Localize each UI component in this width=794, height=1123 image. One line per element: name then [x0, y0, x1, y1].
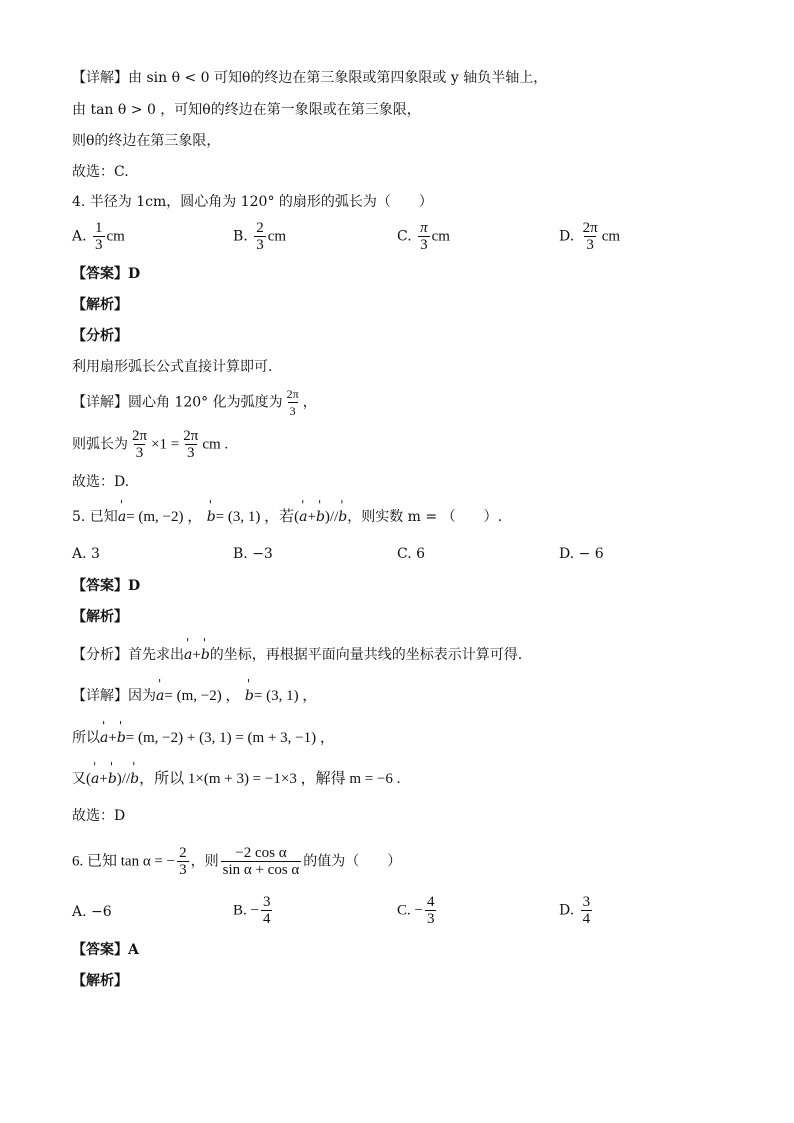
q4-option-c: C. $\frac{\pi}{3}$ cm	[397, 220, 450, 253]
q6-stem: 6. 已知 tan α = − $\frac{2}{3}$ ，则 $\frac{\text{−2 cos α}}{\text{sin α + cos α}}$ 的值为（ ）	[72, 845, 402, 878]
q6-option-d: D. $\frac{3}{4}$	[559, 894, 591, 927]
q3-detail-line2: 由 tan θ > 0 ，可知θ的终边在第一象限或在第三象限，	[72, 102, 421, 118]
q3-detail-line1: 【详解】由 sin θ < 0 可知θ的终边在第三象限或第四象限或 y 轴负半轴上，	[72, 70, 548, 86]
q4-option-a: A. $\frac{1}{3}$ cm	[72, 220, 125, 253]
q6-option-b: B. − $\frac{3}{4}$	[233, 894, 271, 927]
q4-detail: 【详解】圆心角 120° 化为弧度为 $\frac{2\pi}{3}$ ，	[72, 387, 317, 418]
q5-stem: 5. 已知' a= (m, −2) ， ' b= (3, 1) ，若(' a+' b)//' b，则实数 m = （ ）.	[72, 507, 502, 527]
q3-choice: 故选：C.	[72, 164, 129, 180]
q5-detail: 【详解】因为' a= (m, −2) ， ' b= (3, 1) ，	[72, 686, 317, 706]
q4-option-d: D. $\frac{2\pi}{3}$ cm	[559, 220, 621, 253]
q5-parallel: 又(' a+' b)//' b，所以 1×(m + 3) = −1×3 ，解得 m = −6 .	[72, 769, 400, 789]
q4-calculation: 则弧长为 $\frac{2\pi}{3}$ ×1 = $\frac{2\pi}{3}$ cm .	[72, 428, 229, 461]
q5-option-b: B. −3	[233, 546, 273, 562]
q4-answer: 【答案】D	[72, 266, 141, 282]
q6-answer: 【答案】A	[72, 942, 139, 958]
q6-analysis-heading: 【解析】	[72, 973, 128, 989]
q4-fenxi-heading: 【分析】	[72, 328, 128, 344]
q4-analysis-heading: 【解析】	[72, 297, 128, 313]
q4-choice: 故选：D.	[72, 474, 130, 490]
q5-option-d: D. − 6	[559, 546, 604, 562]
q4-fenxi-text: 利用扇形弧长公式直接计算即可.	[72, 359, 273, 375]
q4-stem: 4. 半径为 1cm，圆心角为 120° 的扇形的弧长为（ ）	[72, 194, 433, 210]
q5-option-c: C. 6	[397, 546, 426, 562]
q6-option-c: C. − $\frac{4}{3}$	[397, 894, 435, 927]
q3-detail-line3: 则θ的终边在第三象限，	[72, 133, 221, 149]
q5-sum: 所以' a+' b= (m, −2) + (3, 1) = (m + 3, −1) ，	[72, 728, 335, 748]
q5-answer: 【答案】D	[72, 578, 141, 594]
q5-analysis-heading: 【解析】	[72, 609, 128, 625]
q5-fenxi: 【分析】首先求出' a+' b的坐标，再根据平面向量共线的坐标表示计算可得.	[72, 645, 522, 665]
q5-option-a: A. 3	[72, 546, 100, 562]
q5-choice: 故选：D	[72, 808, 126, 824]
q4-option-b: B. $\frac{2}{3}$ cm	[233, 220, 287, 253]
q6-option-a: A. −6	[72, 904, 112, 920]
